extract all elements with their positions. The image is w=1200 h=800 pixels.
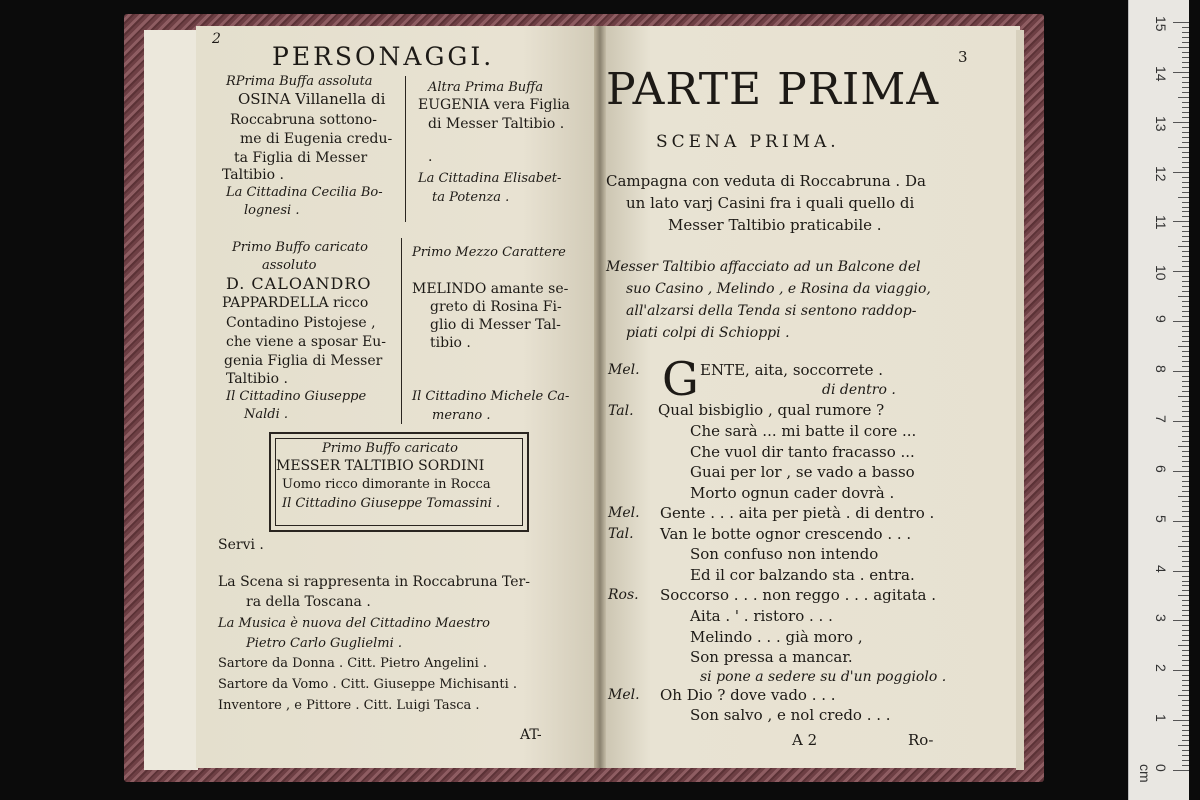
ruler-tick [1182, 157, 1189, 158]
ruler-tick [1182, 561, 1189, 562]
drop-cap: G [662, 352, 699, 406]
ruler-tick [1182, 152, 1189, 153]
ruler-tick [1182, 436, 1189, 437]
ruler-tick [1182, 182, 1189, 183]
ruler-tick [1173, 521, 1189, 522]
ruler-tick [1182, 216, 1189, 217]
ruler-number: 13 [1153, 115, 1169, 132]
page-signature: A 2 [792, 731, 818, 749]
ruler-tick [1182, 501, 1189, 502]
ruler-tick [1173, 371, 1189, 372]
ruler-tick [1182, 137, 1189, 138]
ruler-tick [1182, 42, 1189, 43]
ruler-tick [1182, 765, 1189, 766]
ruler-tick [1182, 541, 1189, 542]
ruler-tick [1182, 226, 1189, 227]
ruler-tick [1182, 685, 1189, 686]
ruler-tick [1173, 122, 1189, 123]
ruler-tick [1182, 585, 1189, 586]
ruler-tick [1182, 491, 1189, 492]
ruler-number: 2 [1153, 664, 1169, 673]
ruler-tick [1182, 366, 1189, 367]
ruler-tick [1182, 87, 1189, 88]
cast-divider-1 [405, 76, 406, 222]
cover-flap [144, 30, 198, 770]
ruler-tick [1178, 97, 1189, 98]
ruler-tick [1182, 286, 1189, 287]
ruler-tick [1178, 396, 1189, 397]
ruler-tick [1173, 670, 1189, 671]
ruler-tick [1182, 356, 1189, 357]
ruler-tick [1182, 52, 1189, 53]
ruler-tick [1182, 391, 1189, 392]
ruler-tick [1182, 710, 1189, 711]
ruler-tick [1182, 261, 1189, 262]
boxed-role: Primo Buffo caricato [322, 441, 458, 456]
ruler-number: 15 [1153, 16, 1169, 32]
ruler-tick [1182, 202, 1189, 203]
ruler-tick [1182, 566, 1189, 567]
ruler-tick [1182, 177, 1189, 178]
ruler-tick [1178, 446, 1189, 447]
book-gutter [594, 26, 606, 768]
ruler-number: 3 [1153, 614, 1169, 623]
ruler-tick [1182, 531, 1189, 532]
ruler-tick [1182, 211, 1189, 212]
ruler-tick [1182, 117, 1189, 118]
ruler-tick [1182, 351, 1189, 352]
ruler-number: 14 [1153, 65, 1169, 82]
ruler-number: 5 [1153, 514, 1169, 523]
ruler-tick [1182, 82, 1189, 83]
ruler-tick [1182, 231, 1189, 232]
ruler-tick [1178, 296, 1189, 297]
boxed-actor: Il Cittadino Giuseppe Tomassini . [282, 496, 501, 511]
ruler-tick [1182, 506, 1189, 507]
ruler-tick [1182, 760, 1189, 761]
ruler-tick [1182, 715, 1189, 716]
ruler-number: 6 [1153, 464, 1169, 473]
ruler-tick [1182, 376, 1189, 377]
measuring-ruler [1128, 0, 1189, 800]
boxed-name: MESSER TALTIBIO SORDINI [276, 458, 485, 474]
ruler-tick [1182, 326, 1189, 327]
ruler-tick [1178, 346, 1189, 347]
ruler-tick [1182, 630, 1189, 631]
ruler-number: 11 [1153, 215, 1169, 230]
ruler-tick [1182, 730, 1189, 731]
ruler-tick [1182, 336, 1189, 337]
ruler-tick [1182, 276, 1189, 277]
ruler-tick [1182, 451, 1189, 452]
ruler-tick [1182, 306, 1189, 307]
ruler-tick [1182, 311, 1189, 312]
ruler-tick [1182, 461, 1189, 462]
ruler-tick [1182, 251, 1189, 252]
ruler-tick [1182, 187, 1189, 188]
ruler-tick [1173, 770, 1189, 771]
ruler-tick [1182, 92, 1189, 93]
ruler-tick [1182, 192, 1189, 193]
ruler-tick [1182, 456, 1189, 457]
ruler-tick [1178, 546, 1189, 547]
ruler-tick [1182, 486, 1189, 487]
ruler-tick [1182, 615, 1189, 616]
ruler-tick [1182, 411, 1189, 412]
ruler-tick [1182, 361, 1189, 362]
ruler-tick [1178, 246, 1189, 247]
ruler-tick [1182, 755, 1189, 756]
ruler-tick [1173, 271, 1189, 272]
ruler-tick [1182, 536, 1189, 537]
ruler-tick [1182, 600, 1189, 601]
ruler-tick [1182, 735, 1189, 736]
ruler-tick [1182, 406, 1189, 407]
ruler-tick [1182, 551, 1189, 552]
photo-scene: 2 PERSONAGGI. RPrima Buffa assoluta OSINA Villanella di Roccabruna sottono- me di Eugenia credu- ta Figlia di Messer Taltibio . La Cittadina Cecilia Bo- lognesi . Altra Prima Buffa EUGENIA vera Figlia di Messer Taltibio . . La Cittadina Elisabet- ta Potenza . Primo Buffo caricato assoluto D. CALOANDRO PAPPARDELLA ricco Contadino Pistojese , che viene a sposar Eu- genia Figlia di Messer Taltibio . Il Cittadino Giuseppe Naldi . Primo Mezzo Carattere MELINDO amante se- greto di Rosina Fi- glio di Messer Tal- tibio . Il Cittadino Michele Ca- merano . Primo Buffo caricato MESSER TALTIBIO SORDINI Uomo ricco dimorante in Rocca Il Cittadino Giuseppe Tomassini . Servi . La Scena si rappresenta in Roccabruna Ter- ra della Toscana . La Musica è nuova del Cittadino Maestro Pietro Carlo Guglielmi . Sartore da Donna . Citt. Pietro Angelini . Sartore da Vomo . Citt. Giuseppe Michisanti . Inventore , e Pittore . Citt. Luigi Tasca . AT- 3 PARTE PRIMA SCENA PRIMA. Campagna con veduta di Roccabruna . Da un lato varj Casini fra i quali quello di Messer Taltibio praticabile . Messer Taltibio affacciato ad un Balcone del suo Casino , Melindo , e Rosina da viaggio, all'alzarsi della Tenda si sentono raddop- piati colpi di Schioppi . G Mel. ENTE, aita, soccorrete . di dentro . Tal. Qual bisbiglio , qual rumore ? Che sarà ... mi batte il core ... Che vuol dir tanto fracasso ... Guai per lor , se vado a basso Morto ognun cader dovrà . Mel. Gente . . . aita per pietà . di dentro . Tal. Van le botte ognor crescendo . . . Son confuso non intendo Ed il cor balzando sta . entra. Ros. Soccorso . . . non reggo . . . agitata . Aita . ' . ristoro . . . Melindo . . . già moro , Son pressa a mancar. si pone a sedere su d'un poggiolo . Mel. Oh Dio ? dove vado . . . Son salvo , e nol credo . . . A 2 Ro- 0 cm 1 2 3 4 5 6 7 8 9 10 11 12 13 14 15 [0, 0, 1200, 800]
ruler-tick [1173, 471, 1189, 472]
ruler-number: 8 [1153, 365, 1169, 373]
servi-label: Servi . [218, 537, 264, 553]
ruler-tick [1182, 526, 1189, 527]
ruler-tick [1182, 635, 1189, 636]
ruler-tick [1182, 431, 1189, 432]
ruler-tick [1178, 695, 1189, 696]
ruler-tick [1182, 610, 1189, 611]
ruler-tick [1182, 605, 1189, 606]
right-catchword: Ro- [908, 731, 934, 749]
ruler-tick [1178, 197, 1189, 198]
ruler-tick [1173, 720, 1189, 721]
ruler-tick [1182, 62, 1189, 63]
ruler-tick [1182, 381, 1189, 382]
ruler-tick [1173, 321, 1189, 322]
left-catchword: AT- [520, 727, 542, 743]
ruler-number: 4 [1153, 564, 1169, 573]
ruler-tick [1182, 291, 1189, 292]
ruler-tick [1182, 57, 1189, 58]
ruler-tick [1182, 236, 1189, 237]
ruler-tick [1182, 77, 1189, 78]
ruler-tick [1182, 441, 1189, 442]
cast-divider-2 [401, 238, 402, 424]
ruler-tick [1178, 47, 1189, 48]
personaggi-heading: PERSONAGGI. [272, 42, 495, 71]
ruler-tick [1173, 172, 1189, 173]
ruler-tick [1182, 680, 1189, 681]
ruler-tick [1182, 331, 1189, 332]
ruler-number: 7 [1153, 414, 1169, 423]
ruler-tick [1182, 556, 1189, 557]
ruler-tick [1182, 640, 1189, 641]
ruler-tick [1182, 281, 1189, 282]
ruler-tick [1173, 421, 1189, 422]
page-edges [1016, 30, 1024, 770]
ruler-tick [1182, 660, 1189, 661]
scene-heading: SCENA PRIMA. [656, 132, 840, 152]
ruler-tick [1178, 645, 1189, 646]
ruler-tick [1182, 576, 1189, 577]
ruler-tick [1182, 705, 1189, 706]
ruler-tick [1178, 496, 1189, 497]
ruler-tick [1182, 107, 1189, 108]
ruler-tick [1173, 620, 1189, 621]
ruler-tick [1182, 102, 1189, 103]
ruler-tick [1173, 22, 1189, 23]
ruler-tick [1182, 511, 1189, 512]
parte-prima-title: PARTE PRIMA [606, 64, 940, 115]
ruler-tick [1182, 386, 1189, 387]
ruler-tick [1182, 581, 1189, 582]
ruler-tick [1182, 725, 1189, 726]
ruler-number: 10 [1153, 265, 1169, 281]
ruler-tick [1182, 207, 1189, 208]
ruler-tick [1182, 316, 1189, 317]
ruler-tick [1182, 625, 1189, 626]
ruler-tick [1182, 301, 1189, 302]
ruler-tick [1182, 655, 1189, 656]
ruler-number: 1 [1153, 714, 1169, 722]
ruler-tick [1182, 516, 1189, 517]
ruler-tick [1182, 142, 1189, 143]
ruler-number: 0 cm [1137, 764, 1169, 783]
ruler-number: 9 [1153, 315, 1169, 323]
ruler-tick [1182, 241, 1189, 242]
ruler-tick [1182, 266, 1189, 267]
ruler-tick [1182, 67, 1189, 68]
ruler-tick [1182, 37, 1189, 38]
ruler-tick [1182, 132, 1189, 133]
ruler-tick [1182, 740, 1189, 741]
ruler-tick [1182, 466, 1189, 467]
ruler-tick [1182, 401, 1189, 402]
ruler-tick [1178, 147, 1189, 148]
ruler-tick [1182, 27, 1189, 28]
ruler-tick [1182, 700, 1189, 701]
ruler-tick [1173, 72, 1189, 73]
ruler-tick [1182, 127, 1189, 128]
ruler-tick [1182, 690, 1189, 691]
ruler-tick [1173, 571, 1189, 572]
ruler-tick [1182, 481, 1189, 482]
ruler-tick [1178, 745, 1189, 746]
ruler-number: 12 [1153, 165, 1169, 182]
ruler-tick [1182, 341, 1189, 342]
ruler-tick [1182, 590, 1189, 591]
left-page-number: 2 [212, 31, 221, 47]
ruler-tick [1182, 167, 1189, 168]
boxed-desc: Uomo ricco dimorante in Rocca [282, 477, 491, 492]
right-page-number: 3 [958, 48, 968, 66]
ruler-tick [1173, 221, 1189, 222]
ruler-tick [1182, 162, 1189, 163]
ruler-tick [1182, 650, 1189, 651]
ruler-tick [1182, 675, 1189, 676]
ruler-tick [1182, 476, 1189, 477]
ruler-tick [1182, 112, 1189, 113]
ruler-tick [1182, 750, 1189, 751]
ruler-tick [1182, 665, 1189, 666]
ruler-tick [1182, 426, 1189, 427]
ruler-tick [1182, 256, 1189, 257]
ruler-tick [1182, 32, 1189, 33]
ruler-tick [1178, 595, 1189, 596]
ruler-tick [1182, 416, 1189, 417]
